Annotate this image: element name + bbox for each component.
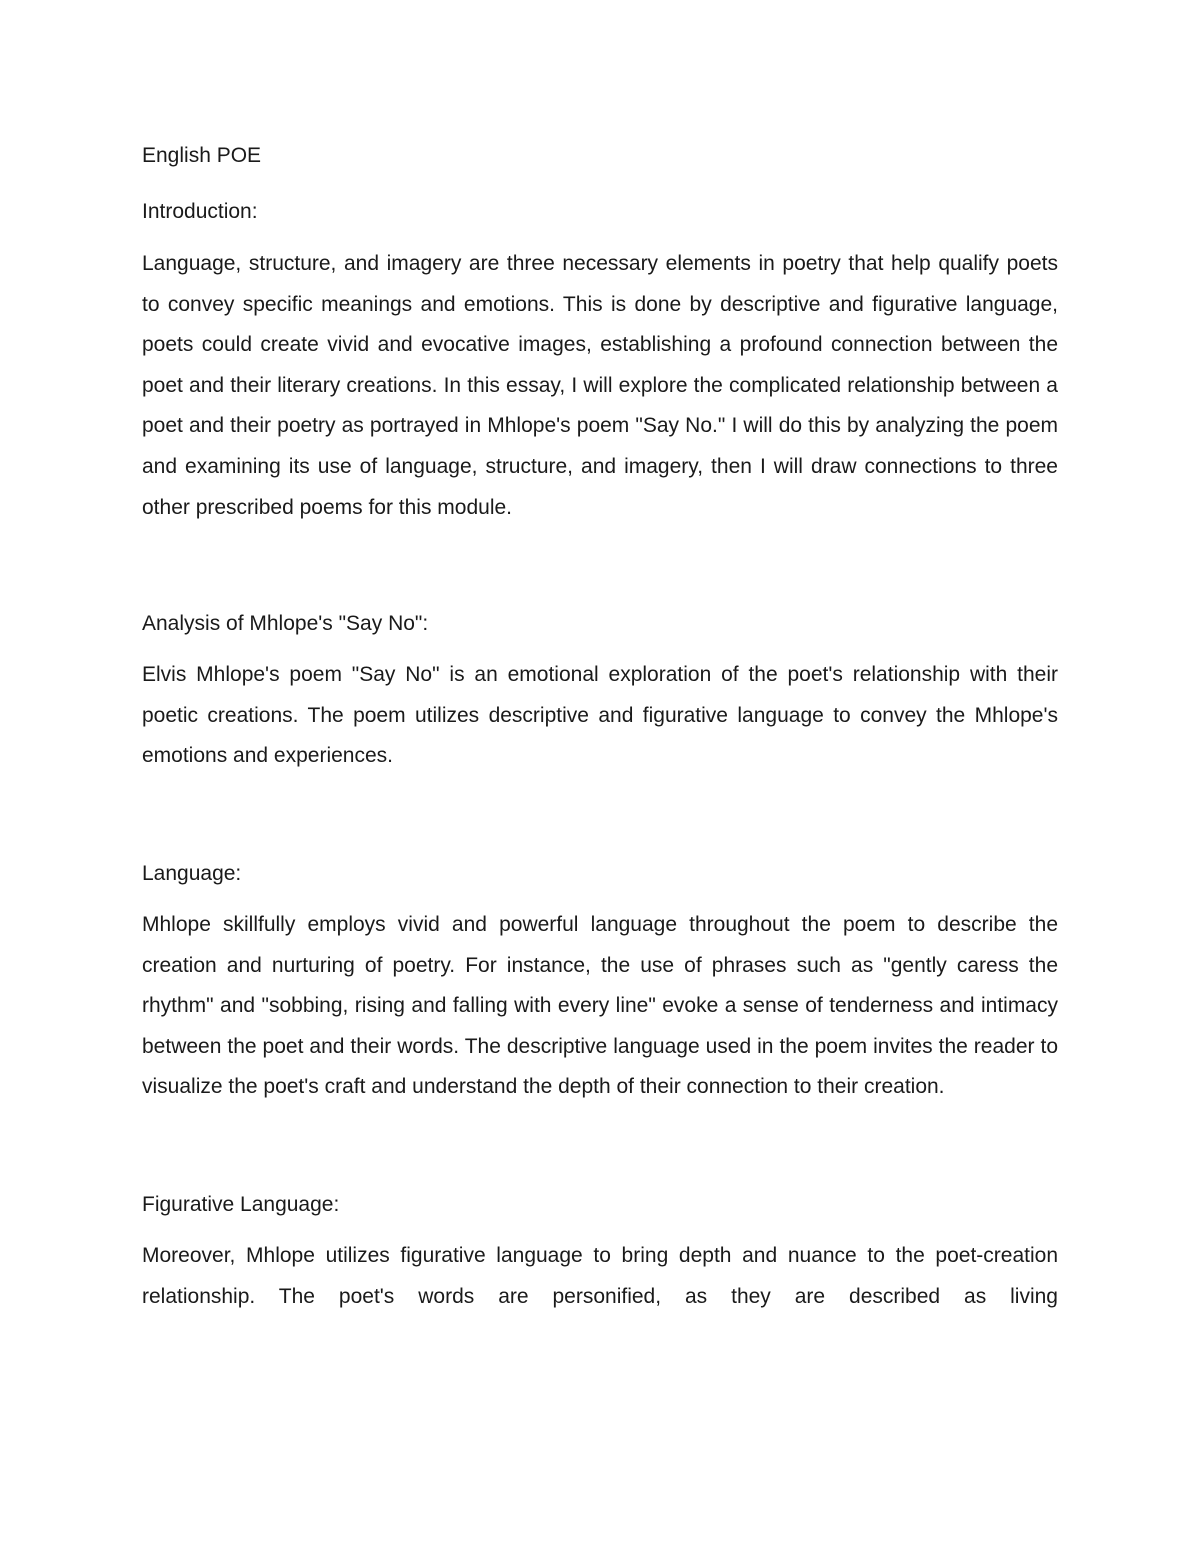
section-body-figurative-language: Moreover, Mhlope utilizes figurative language to bring depth and nuance to the poet-creation relationship. The poet's words are personified, as they are described as living bbox=[142, 1243, 1058, 1308]
section-body-analysis: Elvis Mhlope's poem "Say No" is an emotional exploration of the poet's relationship with their poetic creations. The poem utilizes descriptive and figurative language to convey the Mhlope's emotions and experiences. bbox=[142, 663, 1058, 768]
document-page bbox=[142, 141, 1058, 1317]
section-heading-language: Language: bbox=[142, 861, 242, 885]
section-heading-introduction: Introduction: bbox=[142, 200, 258, 223]
section-body-language: Mhlope skillfully employs vivid and powerful language throughout the poem to describe the creation and nurturing of poetry. For instance, the use of phrases such as "gently caress the rhythm" and "sobbing, rising and falling with every line" evoke a sense of tenderness and intimacy between the poet and their words. The descriptive language used in the poem invites the reader to visualize the poet's craft and understand the depth of their connection to their creation. bbox=[142, 912, 1058, 1099]
section-heading-figurative-language: Figurative Language: bbox=[142, 1192, 340, 1216]
section-heading-analysis: Analysis of Mhlope's "Say No": bbox=[142, 612, 429, 636]
section-body-introduction: Language, structure, and imagery are three necessary elements in poetry that help qualify poets to convey specific meanings and emotions. This is done by descriptive and figurative language, poets could create vivid and evocative images, establishing a profound connection between the poet and their literary creations. In this essay, I will explore the complicated relationship between a poet and their poetry as portrayed in Mhlope's poem "Say No." I will do this by analyzing the poem and examining its use of language, structure, and imagery, then I will draw connections to three other prescribed poems for this module. bbox=[142, 252, 1058, 519]
document-title: English POE bbox=[142, 144, 262, 167]
